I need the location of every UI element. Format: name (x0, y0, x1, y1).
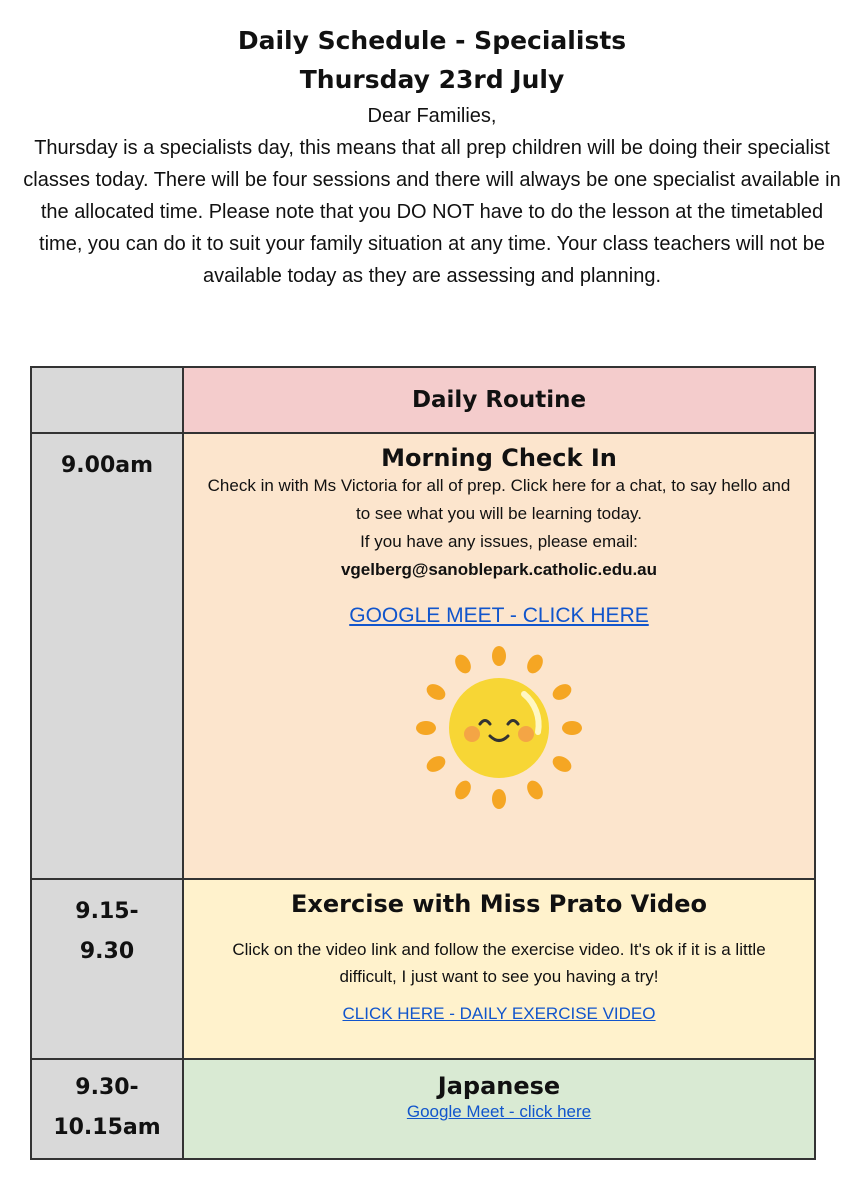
time-cell (31, 879, 183, 1059)
page-title: Daily Schedule - Specialists (237, 26, 627, 55)
time-start: 9.15- (75, 899, 139, 924)
table-row (31, 433, 815, 879)
contact-email: vgelberg@sanoblepark.catholic.edu.au (340, 560, 658, 579)
session-cell (183, 1059, 815, 1159)
email-prompt: If you have any issues, please email: (360, 532, 638, 551)
time-end: 10.15am (53, 1115, 161, 1140)
session-title: Exercise with Miss Prato Video (291, 890, 707, 918)
time-start: 9.30- (75, 1075, 139, 1100)
page-header (0, 0, 864, 292)
greeting: Dear Families, (367, 105, 497, 127)
table-row (31, 879, 815, 1059)
routine-header-cell (183, 367, 815, 433)
exercise-video-link[interactable]: CLICK HERE - DAILY EXERCISE VIDEO (342, 1004, 656, 1023)
session-description: Check in with Ms Victoria for all of prep. Click here for a chat, to say hello and to see what you will be learning today. (207, 476, 791, 523)
session-cell (183, 879, 815, 1059)
japanese-meet-link[interactable]: Google Meet - click here (406, 1102, 592, 1121)
time-cell (31, 433, 183, 879)
time-header-cell (31, 367, 183, 433)
session-description: Click on the video link and follow the exercise video. It's ok if it is a little difficult, I just want to see you having a try! (232, 940, 766, 986)
session-title: Japanese (437, 1072, 561, 1100)
intro-paragraph: Thursday is a specialists day, this means that all prep children will be doing their specialist classes today. There will be four sessions and there will always be one specialist available in the allocated time. Please note that you DO NOT have to do the lesson at the timetabled time, you can do it to suit your family situation at any time. Your class teachers will not be available today as they are assessing and planning. (23, 137, 841, 287)
session-title: Morning Check In (381, 444, 617, 472)
schedule-table (30, 366, 816, 1160)
page-date: Thursday 23rd July (299, 65, 565, 94)
session-cell (183, 433, 815, 879)
table-row (31, 1059, 815, 1159)
time-end: 9.30 (79, 939, 135, 964)
google-meet-link[interactable]: GOOGLE MEET - CLICK HERE (349, 604, 649, 627)
sun-icon (184, 642, 814, 817)
routine-title: Daily Routine (411, 387, 587, 413)
time-cell (31, 1059, 183, 1159)
time-label: 9.00am (60, 453, 154, 478)
table-header-row (31, 367, 815, 433)
